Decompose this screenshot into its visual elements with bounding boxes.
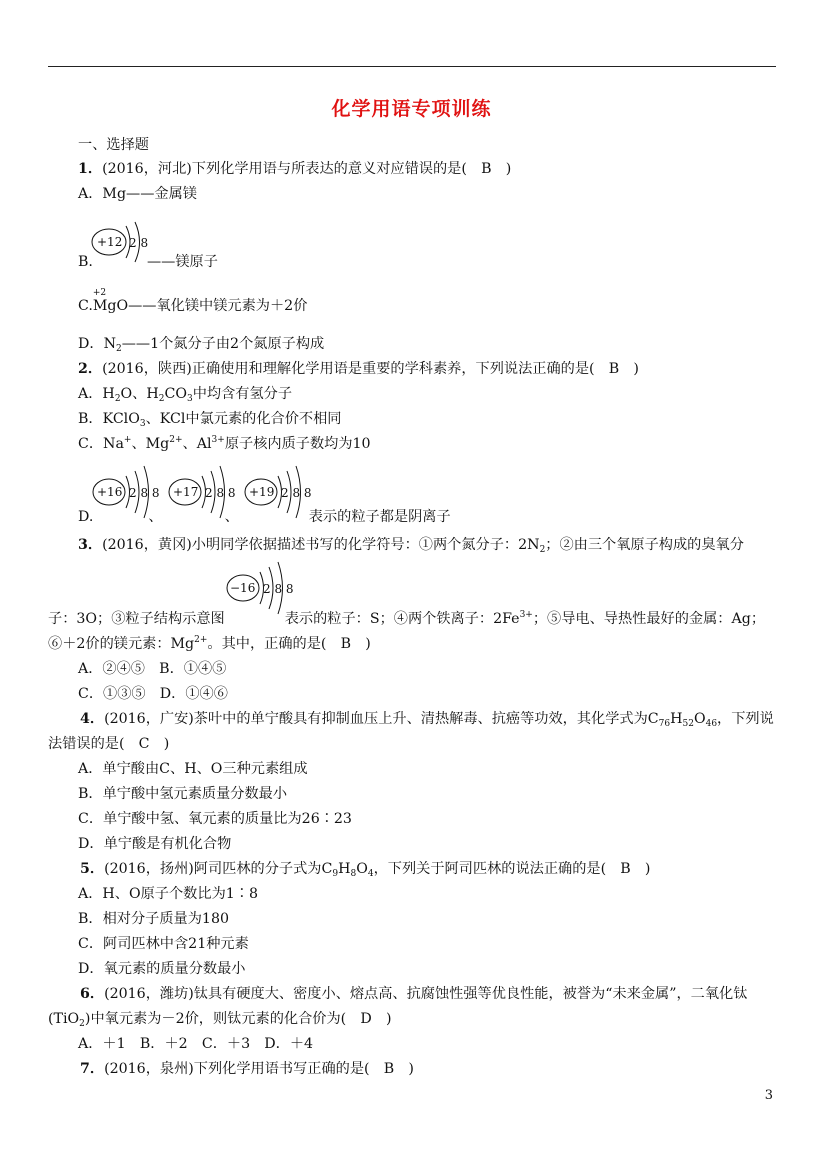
question-stem: (2016，河北)下列化学用语与所表达的意义对应错误的是( B ) xyxy=(102,161,512,177)
question-number: 4． xyxy=(80,711,105,727)
section-heading: 一、选择题 xyxy=(78,137,149,153)
q3-sulfur-ion-diagram xyxy=(226,560,296,614)
atom-electrons: 2 8 xyxy=(129,236,149,250)
question-4: 4．(2016，广安)茶叶中的单宁酸具有抑制血压上升、清热解毒、抗癌等功效，其化学式为$C_{76}H_{52}O_{46}$，下列说 xyxy=(80,711,774,729)
question-number: 7． xyxy=(80,1061,105,1077)
q3-options-cd: C．①③⑤ D．①④⑥ xyxy=(78,686,228,702)
question-stem: (2016，陕西)正确使用和理解化学用语是重要的学科素养，下列说法正确的是( B ) xyxy=(102,361,639,377)
svg-text:2 8 8: 2 8 8 xyxy=(205,486,236,500)
q4-line-2: 法错误的是( C ) xyxy=(48,736,170,752)
q5-option-b: B．相对分子质量为180 xyxy=(78,911,230,927)
q2-option-c: C．Na+、$Mg^{2+}$、$Al^{3+}$原子核内质子数均为10 xyxy=(78,435,371,452)
header-rule xyxy=(48,66,776,67)
question-number: 2． xyxy=(78,361,103,377)
q1-option-b: B. ——镁原子 xyxy=(78,254,218,270)
atom-nucleus: +12 xyxy=(97,235,123,249)
question-2 xyxy=(78,360,639,378)
svg-text:2 8 8: 2 8 8 xyxy=(281,486,312,500)
svg-text:+16: +16 xyxy=(97,485,123,499)
q5-option-d: D．氧元素的质量分数最小 xyxy=(78,961,246,977)
q4-option-c: C．单宁酸中氢、氧元素的质量比为26∶23 xyxy=(78,811,352,827)
q3-line-2: 子：3O；③粒子结构示意图 表示的粒子：S；④两个铁离子：$2Fe^{3+}$；⑤导电、导热性最好的金属：Ag； xyxy=(48,610,766,627)
svg-text:−16: −16 xyxy=(230,581,256,595)
svg-text:2 8 8: 2 8 8 xyxy=(263,582,294,596)
question-number: 3． xyxy=(78,537,103,553)
question-number: 5． xyxy=(80,861,105,877)
question-number: 6． xyxy=(80,986,105,1002)
q3-options-ab: A．②④⑤ B．①④⑤ xyxy=(78,661,227,677)
question-number: 1． xyxy=(78,161,103,177)
page-number: 3 xyxy=(764,1088,773,1103)
magnesium-oxide-formula: +2 MgO xyxy=(92,288,129,314)
q6-line-2: (TiO$_2$)中氧元素为－2价，则钛元素的化合价为( D ) xyxy=(48,1011,392,1029)
question-3: 3．(2016，黄冈)小明同学依据描述书写的化学符号：①两个氮分子：$2N_2$；②由三个氧原子构成的臭氧分 xyxy=(78,537,744,555)
q4-option-b: B．单宁酸中氢元素质量分数最小 xyxy=(78,786,288,802)
svg-text:2 8 8: 2 8 8 xyxy=(129,486,160,500)
q6-options: A．＋1 B．＋2 C．＋3 D．＋4 xyxy=(78,1036,314,1052)
q4-option-d: D．单宁酸是有机化合物 xyxy=(78,836,232,852)
q1-option-c: C. +2 MgO——氧化镁中镁元素为＋2价 xyxy=(78,288,308,314)
question-6: 6．(2016，潍坊)钛具有硬度大、密度小、熔点高、抗腐蚀性强等优良性能，被誉为“未来金属”，二氧化钛 xyxy=(80,986,748,1002)
svg-text:+17: +17 xyxy=(173,485,199,499)
q5-option-a: A．H、O原子个数比为1∶8 xyxy=(78,886,258,902)
q2-option-a: A．$H_2O$、$H_2CO_3$中均含有氢分子 xyxy=(78,386,293,404)
q2-option-b: B．KClO$_3$、KCl中氯元素的化合价不相同 xyxy=(78,411,342,429)
q4-option-a: A．单宁酸由C、H、O三种元素组成 xyxy=(78,761,308,777)
page-title: 化学用语专项训练 xyxy=(331,98,492,120)
question-stem: (2016，泉州)下列化学用语书写正确的是( B ) xyxy=(104,1061,414,1077)
q5-option-c: C．阿司匹林中含21种元素 xyxy=(78,936,249,952)
question-1 xyxy=(78,160,511,178)
svg-text:+19: +19 xyxy=(249,485,275,499)
question-5: 5．(2016，扬州)阿司匹林的分子式为$C_9H_8O_4$，下列关于阿司匹林的说法正确的是( B ) xyxy=(80,861,651,879)
q1-option-d: D．$N_2——1$个氮分子由2个氮原子构成 xyxy=(78,336,325,354)
q1-option-a: A．Mg——金属镁 xyxy=(78,186,197,202)
q3-line-3: ⑥＋2价的镁元素：$Mg^{2+}$。其中，正确的是( B ) xyxy=(48,635,371,652)
q2-option-d: D. 、 、 表示的粒子都是阴离子 xyxy=(78,509,451,525)
question-7 xyxy=(80,1060,414,1078)
